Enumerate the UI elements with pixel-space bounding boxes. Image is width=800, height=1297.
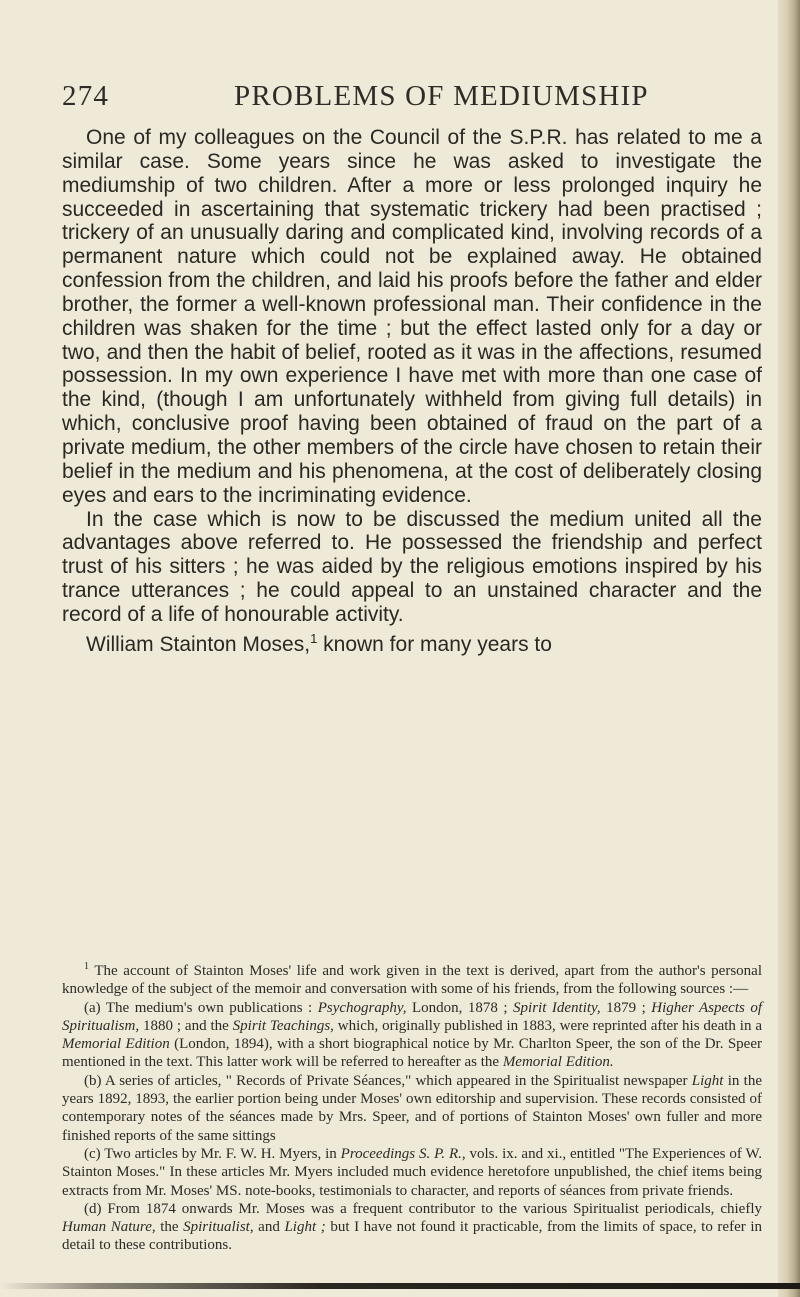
body-last-line-text: William Stainton Moses, [86,632,311,656]
footnote-1 [62,958,762,999]
source-title: Spirit Identity, [513,999,601,1016]
source-title: Human Nature, [62,1219,156,1236]
source-title: Light [691,1072,724,1089]
source-text: 1879 ; [600,999,652,1016]
footnote-source-d [62,1200,762,1255]
body-text [62,126,762,657]
source-title: Light ; [284,1219,326,1236]
page-bottom-edge [0,1283,800,1289]
page-header [62,80,762,120]
source-title: Higher Aspects of Spiritualism, [62,999,762,1034]
footnote-source-a [62,999,762,1072]
source-text: but I have not found it practicable, from the limits of space, to refer in detail to these contributions. [62,1219,762,1254]
page-number: 274 [62,80,110,112]
source-text: (London, 1894), with a short biographical notice by Mr. Charlton Speer, the son of the Dr. Speer mentioned in the text. This latter work will be referred to hereafter as the [62,1036,762,1071]
page-edge-shadow [778,0,800,1297]
source-label: (c) [84,1145,101,1162]
source-title: Proceedings S. P. R., [340,1145,466,1162]
source-title: Psychography, [317,999,407,1016]
source-title: Memorial Edition [62,1036,170,1053]
source-text: The medium's own publications : [100,999,318,1016]
source-text: 1880 ; and the [139,1017,233,1034]
footnote-reference: 1 [310,630,318,646]
body-paragraph: One of my colleagues on the Council of the S.P.R. has related to me a similar case. Some years since he was asked to investigate the mediumship of two children. After a more or less prolonged inquiry he succeeded in ascertaining that systematic trickery had been practised ; trickery of an unusually daring and complicated kind, involving records of a permanent nature which could not be explained away. He obtained confession from the children, and laid his proofs before the father and elder brother, the former a well-known professional man. Their confidence in the children was shaken for the time ; but the effect lasted only for a day or two, and then the habit of belief, rooted as it was in the affections, resumed possession. In my own experience I have met with more than one case of the kind, (though I am unfortunately withheld from giving full details) in which, conclusive proof having been obtained of fraud on the part of a private medium, the other members of the circle have chosen to retain their belief in the medium and his phenomena, at the cost of deliberately closing eyes and ears to the incriminating evidence. [62,126,762,507]
footnote-source-b [62,1072,762,1145]
footnote-source-c [62,1145,762,1200]
source-title: Spiritualist, [183,1219,254,1236]
source-text: which, originally published in 1883, were reprinted after his death in a [333,1017,762,1034]
footnote-1-text: The account of Stainton Moses' life and work given in the text is derived, apart from the author's personal knowledge of the subject of the memoir and conversation with some of his friends, from the following sources :— [62,963,762,998]
body-last-line-rest: known for many years to [317,632,552,656]
source-text: and [253,1219,285,1236]
source-text: in the years 1892, 1893, the earlier portion being under Moses' own editorship and supervision. These records consisted of contemporary notes of the séances made by Mrs. Speer, and of portions of Stainton Moses' own fuller and more finished reports of the same sittings [62,1072,763,1144]
source-text: From 1874 onwards Mr. Moses was a frequent contributor to the various Spiritualist periodicals, chiefly [101,1200,762,1217]
source-text: A series of articles, " Records of Private Séances," which appeared in the Spiritualist newspaper [101,1072,692,1089]
source-label: (a) [84,999,101,1016]
source-text: London, 1878 ; [406,999,514,1016]
body-paragraph: In the case which is now to be discussed the medium united all the advantages above referred to. He possessed the friendship and perfect trust of his sitters ; he was aided by the religious emotions inspired by his trance utterances ; he could appeal to an unstained character and the record of a life of honourable activity. [62,507,762,626]
body-last-line [62,627,762,657]
running-head: PROBLEMS OF MEDIUMSHIP [234,80,649,112]
footnote-marker: 1 [84,961,89,972]
source-text: the [155,1219,184,1236]
source-text: vols. ix. and xi., entitled "The Experiences of W. Stainton Moses." In these articles Mr. Myers included much evidence heretofore unpublished, the chief items being extracts from Mr. Moses' MS. note-books, testimonials to character, and reports of séances from private friends. [62,1145,762,1199]
source-label: (b) [84,1072,102,1089]
source-title: Spirit Teachings, [232,1017,334,1034]
source-text: Two articles by Mr. F. W. H. Myers, in [100,1145,341,1162]
footnotes [62,958,762,1255]
source-title: Memorial Edition. [502,1054,614,1071]
source-label: (d) [84,1200,102,1217]
